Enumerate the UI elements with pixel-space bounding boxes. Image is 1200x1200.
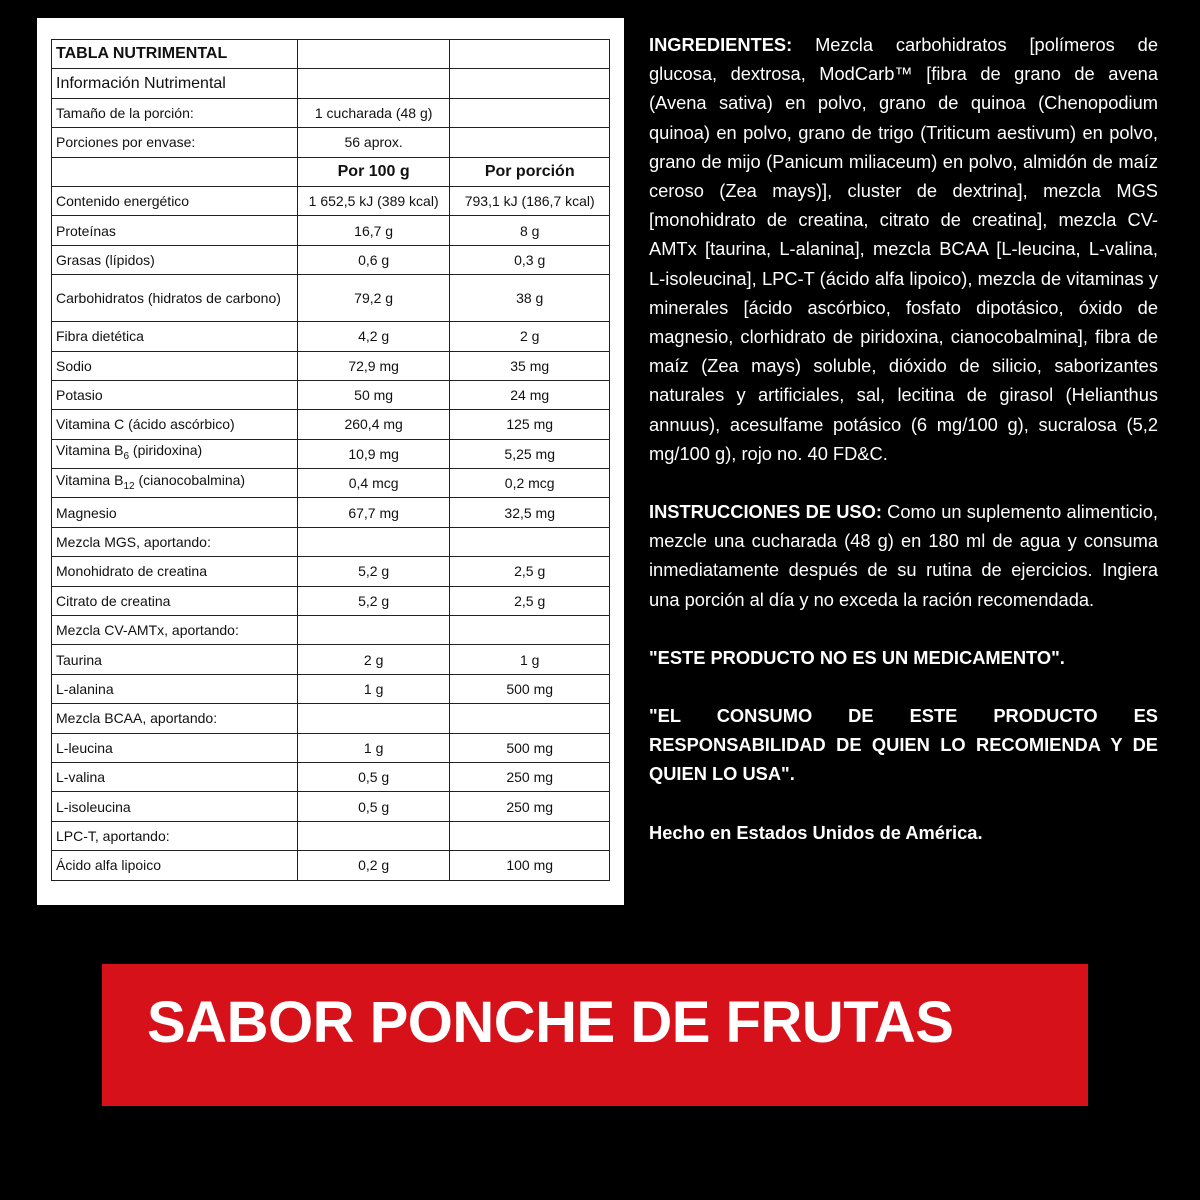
table-row: [52, 245, 610, 274]
value-per100: 16,7 g: [297, 216, 450, 245]
portion-label: Tamaño de la porción:: [52, 98, 298, 127]
table-row: [52, 275, 610, 322]
nutrient-name: Vitamina $B_6$ (piridoxina): [52, 439, 298, 468]
value-per100: [297, 704, 450, 733]
value-per-portion: 250 mg: [450, 792, 610, 821]
nutrient-name: Proteínas: [52, 216, 298, 245]
value-per-portion: 24 mg: [450, 380, 610, 409]
instructions-text: Como un suplemento alimenticio, mezcle una cucharada (48 g) en 180 ml de agua y consuma inmediatamente después de su rutina de ejercicios. Ingiera una porción al día y no exceda la ración recomendada.: [649, 501, 1158, 610]
table-row: [52, 557, 610, 586]
value-per-portion: 32,5 mg: [450, 498, 610, 527]
value-per100: 1 g: [297, 674, 450, 703]
col-header-per-portion: Por porción: [450, 157, 610, 186]
flavor-banner-text: SABOR PONCHE DE FRUTAS: [147, 990, 954, 1055]
nutrition-table: [51, 39, 610, 881]
value-per-portion: 38 g: [450, 275, 610, 322]
value-per100: 67,7 mg: [297, 498, 450, 527]
value-per-portion: 0,3 g: [450, 245, 610, 274]
table-row: [52, 851, 610, 880]
nutrient-name: Carbohidratos (hidratos de carbono): [52, 275, 298, 322]
value-per100: 5,2 g: [297, 586, 450, 615]
value-per100: 0,2 g: [297, 851, 450, 880]
portion-value: 1 cucharada (48 g): [297, 98, 450, 127]
nutrient-name: L-alanina: [52, 674, 298, 703]
table-row: [52, 527, 610, 556]
servings-label: Porciones por envase:: [52, 128, 298, 157]
table-title-row: [52, 40, 610, 69]
table-row: [52, 616, 610, 645]
value-per100: [297, 527, 450, 556]
info-row: [52, 69, 610, 98]
value-per-portion: 2 g: [450, 322, 610, 351]
nutrient-name: Mezcla CV-AMTx, aportando:: [52, 616, 298, 645]
table-title: TABLA NUTRIMENTAL: [52, 40, 298, 69]
nutrient-name: Vitamina C (ácido ascórbico): [52, 410, 298, 439]
warning-medicine: "ESTE PRODUCTO NO ES UN MEDICAMENTO".: [649, 646, 1065, 668]
table-row: [52, 351, 610, 380]
origin-text: Hecho en Estados Unidos de América.: [649, 821, 983, 843]
value-per-portion: 35 mg: [450, 351, 610, 380]
text-column: [649, 30, 1158, 876]
nutrient-name: L-valina: [52, 762, 298, 791]
table-row: [52, 469, 610, 498]
value-per100: [297, 616, 450, 645]
value-per100: 72,9 mg: [297, 351, 450, 380]
value-per-portion: [450, 821, 610, 850]
value-per-portion: [450, 704, 610, 733]
column-header-row: [52, 157, 610, 186]
nutrition-panel: [37, 18, 624, 905]
value-per100: 260,4 mg: [297, 410, 450, 439]
nutrient-name: Monohidrato de creatina: [52, 557, 298, 586]
value-per-portion: 250 mg: [450, 762, 610, 791]
table-row: [52, 216, 610, 245]
value-per100: 0,6 g: [297, 245, 450, 274]
table-row: [52, 704, 610, 733]
nutrient-name: Fibra dietética: [52, 322, 298, 351]
nutrient-name: Mezcla BCAA, aportando:: [52, 704, 298, 733]
value-per100: 2 g: [297, 645, 450, 674]
info-label: Información Nutrimental: [52, 69, 298, 98]
value-per100: 0,5 g: [297, 792, 450, 821]
nutrient-name: L-isoleucina: [52, 792, 298, 821]
value-per-portion: 5,25 mg: [450, 439, 610, 468]
nutrient-name: Taurina: [52, 645, 298, 674]
nutrient-name: Contenido energético: [52, 186, 298, 215]
table-row: [52, 322, 610, 351]
ingredients-paragraph: [649, 30, 1158, 468]
table-row: [52, 645, 610, 674]
table-row: [52, 762, 610, 791]
nutrient-name: Potasio: [52, 380, 298, 409]
value-per100: 79,2 g: [297, 275, 450, 322]
value-per100: 1 g: [297, 733, 450, 762]
table-row: [52, 821, 610, 850]
nutrient-name: Mezcla MGS, aportando:: [52, 527, 298, 556]
value-per-portion: 0,2 mcg: [450, 469, 610, 498]
value-per-portion: [450, 527, 610, 556]
value-per-portion: 1 g: [450, 645, 610, 674]
value-per100: 0,5 g: [297, 762, 450, 791]
value-per100: 10,9 mg: [297, 439, 450, 468]
nutrient-name: LPC-T, aportando:: [52, 821, 298, 850]
value-per-portion: 793,1 kJ (186,7 kcal): [450, 186, 610, 215]
value-per-portion: 8 g: [450, 216, 610, 245]
value-per100: 0,4 mcg: [297, 469, 450, 498]
value-per100: 5,2 g: [297, 557, 450, 586]
value-per100: 1 652,5 kJ (389 kcal): [297, 186, 450, 215]
table-row: [52, 439, 610, 468]
nutrient-name: Ácido alfa lipoico: [52, 851, 298, 880]
nutrient-name: Grasas (lípidos): [52, 245, 298, 274]
ingredients-text: Mezcla carbohidratos [polímeros de glucosa, dextrosa, ModCarb™ [fibra de grano de avena (Avena sativa) en polvo, grano de quinoa (Chenopodium quinoa) en polvo, grano de trigo (Triticum aestivum) en polvo, grano de mijo (Panicum miliaceum) en polvo, almidón de maíz ceroso (Zea mays)], cluster de dextrina], mezcla MGS [monohidrato de creatina, citrato de creatina], mezcla CV-AMTx [taurina, L-alanina], mezcla BCAA [L-leucina, L-valina, L-isoleucina], LPC-T (ácido alfa lipoico), mezcla de vitaminas y minerales [ácido ascórbico, fosfato dipotásico, óxido de magnesio, clorhidrato de piridoxina, cianocobalmina], fibra de maíz (Zea mays) soluble, dióxido de silicio, saborizantes naturales y artificiales, sal, lecitina de girasol (Helianthus annuus), acesulfame potásico (6 mg/100 g), sucralosa (5,2 mg/100 g), rojo no. 40 FD&C.: [649, 34, 1158, 464]
value-per-portion: 100 mg: [450, 851, 610, 880]
table-row: [52, 586, 610, 615]
servings-value: 56 aprox.: [297, 128, 450, 157]
nutrient-name: Citrato de creatina: [52, 586, 298, 615]
value-per-portion: 2,5 g: [450, 586, 610, 615]
col-header-per100: Por 100 g: [297, 157, 450, 186]
flavor-banner: [102, 964, 1088, 1106]
value-per-portion: 500 mg: [450, 674, 610, 703]
ingredients-label: INGREDIENTES:: [649, 34, 793, 55]
instructions-label: INSTRUCCIONES DE USO:: [649, 501, 882, 523]
value-per-portion: 500 mg: [450, 733, 610, 762]
table-row: [52, 733, 610, 762]
table-row: [52, 186, 610, 215]
value-per-portion: 2,5 g: [450, 557, 610, 586]
instructions-paragraph: [649, 497, 1158, 614]
value-per100: [297, 821, 450, 850]
table-row: [52, 498, 610, 527]
nutrient-name: Sodio: [52, 351, 298, 380]
table-row: [52, 674, 610, 703]
table-row: [52, 792, 610, 821]
value-per100: 4,2 g: [297, 322, 450, 351]
portion-row: [52, 98, 610, 127]
nutrient-name: Magnesio: [52, 498, 298, 527]
value-per-portion: 125 mg: [450, 410, 610, 439]
table-row: [52, 410, 610, 439]
nutrient-name: L-leucina: [52, 733, 298, 762]
servings-row: [52, 128, 610, 157]
nutrient-name: Vitamina $B_{12}$ (cianocobalmina): [52, 469, 298, 498]
value-per100: 50 mg: [297, 380, 450, 409]
value-per-portion: [450, 616, 610, 645]
table-row: [52, 380, 610, 409]
warning-responsibility: "EL CONSUMO DE ESTE PRODUCTO ES RESPONSABILIDAD DE QUIEN LO RECOMIENDA Y DE QUIEN LO USA".: [649, 705, 1158, 785]
